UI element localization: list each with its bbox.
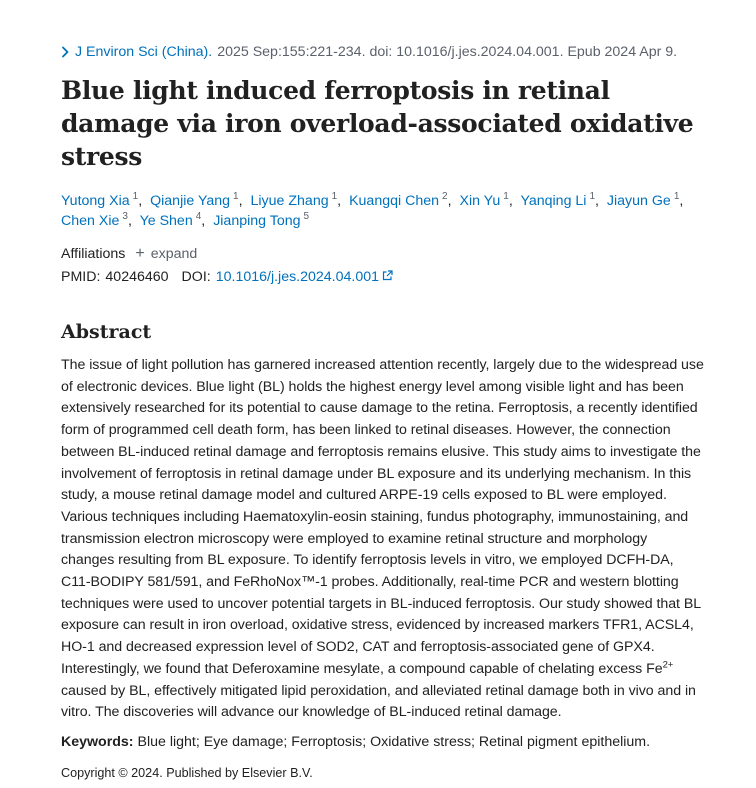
- author-affiliation-number[interactable]: 3: [122, 210, 128, 222]
- keywords-text: Blue light; Eye damage; Ferroptosis; Oxidative stress; Retinal pigment epithelium.: [137, 733, 651, 750]
- author-link[interactable]: Xin Yu: [459, 193, 501, 209]
- author-affiliation-number[interactable]: 1: [233, 191, 239, 203]
- citation-details: 2025 Sep:155:221-234. doi: 10.1016/j.jes.2024.04.001. Epub 2024 Apr 9.: [217, 44, 678, 60]
- affiliations-row: [61, 246, 704, 262]
- author-affiliation-number[interactable]: 4: [195, 210, 202, 222]
- author-separator: ,: [595, 193, 599, 209]
- identifiers-row: [61, 269, 704, 285]
- author-link[interactable]: Yanqing Li: [520, 193, 587, 209]
- article-title: Blue light induced ferroptosis in retinal damage via iron overload-associated oxidative stress: [61, 76, 694, 171]
- author-entry: [459, 193, 508, 209]
- abstract-body-part2: caused by BL, effectively mitigated lipid peroxidation, and alleviated retinal damage both in vivo and in vitro. The discoveries will advance our knowledge of BL-induced retinal damage.: [61, 682, 696, 721]
- author-link[interactable]: Ye Shen: [139, 212, 193, 229]
- author-entry: [520, 193, 595, 209]
- author-affiliation-number[interactable]: 5: [303, 210, 310, 222]
- author-entry: [251, 193, 338, 209]
- author-link[interactable]: Yutong Xia: [61, 193, 130, 209]
- author-separator: ,: [201, 212, 206, 229]
- author-link[interactable]: Kuangqi Chen: [349, 193, 440, 209]
- author-entry: [61, 193, 138, 209]
- doi-link[interactable]: 10.1016/j.jes.2024.04.001: [215, 269, 380, 285]
- author-entry: [213, 210, 310, 229]
- pmid-value: 40246460: [105, 269, 169, 285]
- author-separator: ,: [508, 193, 513, 209]
- author-link[interactable]: Qianjie Yang: [150, 193, 231, 209]
- author-separator: ,: [238, 193, 243, 209]
- abstract-body-part1: The issue of light pollution has garnered increased attention recently, largely due to the widespread use of electronic devices. Blue light (BL) holds the highest energy level among visible light and has been extensively researched for its potential to cause damage to the retina. Ferroptosis, a recently identified form of programmed cell death form, has been linked to retinal diseases. However, the connection between BL-induced retinal damage and ferroptosis remains elusive. This study aims to investigate the involvement of ferroptosis in retinal damage under BL exposure and its underlying mechanism. In this study, a mouse retinal damage model and cultured ARPE-19 cells exposed to BL were employed. Various techniques including Haematoxylin-eosin staining, fundus photography, immunostaining, and transmission electron microscopy were employed to examine retinal structure and morphology changes resulting from BL exposure. To identify ferroptosis levels in vitro, we employed DCFH-DA, C11-BODIPY 581/591, and FeRhoNox™-1 probes. Additionally, real-time PCR and western blotting techniques were used to uncover potential targets in BL-induced ferroptosis. Our study showed that BL exposure can result in iron overload, oxidative stress, evidenced by increased markers TFR1, ACSL4, HO-1 and decreased expression level of SOD2, CAT and ferroptosis-associated gene of GPX4. Interestingly, we found that Deferoxamine mesylate, a compound capable of chelating excess Fe: [61, 357, 704, 677]
- plus-icon: +: [135, 245, 145, 262]
- doi-label: DOI:: [181, 269, 211, 285]
- author-separator: ,: [138, 193, 143, 209]
- author-entry: [349, 193, 448, 209]
- author-separator: ,: [337, 193, 342, 209]
- author-affiliation-number[interactable]: 1: [589, 191, 596, 203]
- author-entry: [139, 210, 202, 229]
- author-affiliation-number[interactable]: 1: [132, 191, 139, 203]
- keywords-label: Keywords:: [61, 733, 134, 750]
- pmid-label: PMID:: [61, 269, 101, 285]
- copyright-notice: Copyright © 2024. Published by Elsevier B.V.: [61, 765, 313, 780]
- author-separator: ,: [679, 193, 684, 209]
- abstract-superscript: 2+: [662, 659, 674, 671]
- author-link[interactable]: Jianping Tong: [213, 212, 301, 229]
- abstract-heading: Abstract: [61, 321, 152, 343]
- author-link[interactable]: Jiayun Ge: [606, 193, 671, 209]
- author-entry: [61, 210, 128, 229]
- author-entry: [607, 193, 679, 209]
- author-separator: ,: [127, 212, 132, 229]
- chevron-right-icon[interactable]: [61, 46, 70, 58]
- expand-label: expand: [150, 246, 198, 262]
- affiliations-label: Affiliations: [61, 246, 126, 262]
- author-affiliation-number[interactable]: 1: [673, 191, 680, 203]
- author-affiliation-number[interactable]: 1: [503, 191, 509, 203]
- expand-affiliations-button[interactable]: [135, 246, 197, 262]
- keywords-line: [61, 734, 704, 750]
- author-entry: [150, 193, 239, 209]
- author-separator: ,: [447, 193, 452, 209]
- abstract-text: [61, 355, 704, 724]
- journal-link[interactable]: J Environ Sci (China).: [75, 44, 213, 60]
- author-affiliation-number[interactable]: 2: [442, 191, 448, 203]
- authors-list: [61, 192, 704, 231]
- author-link[interactable]: Chen Xie: [61, 212, 120, 229]
- author-affiliation-number[interactable]: 1: [331, 191, 338, 203]
- external-link-icon[interactable]: [382, 269, 393, 285]
- author-link[interactable]: Liyue Zhang: [250, 193, 329, 209]
- citation-line: [61, 42, 704, 62]
